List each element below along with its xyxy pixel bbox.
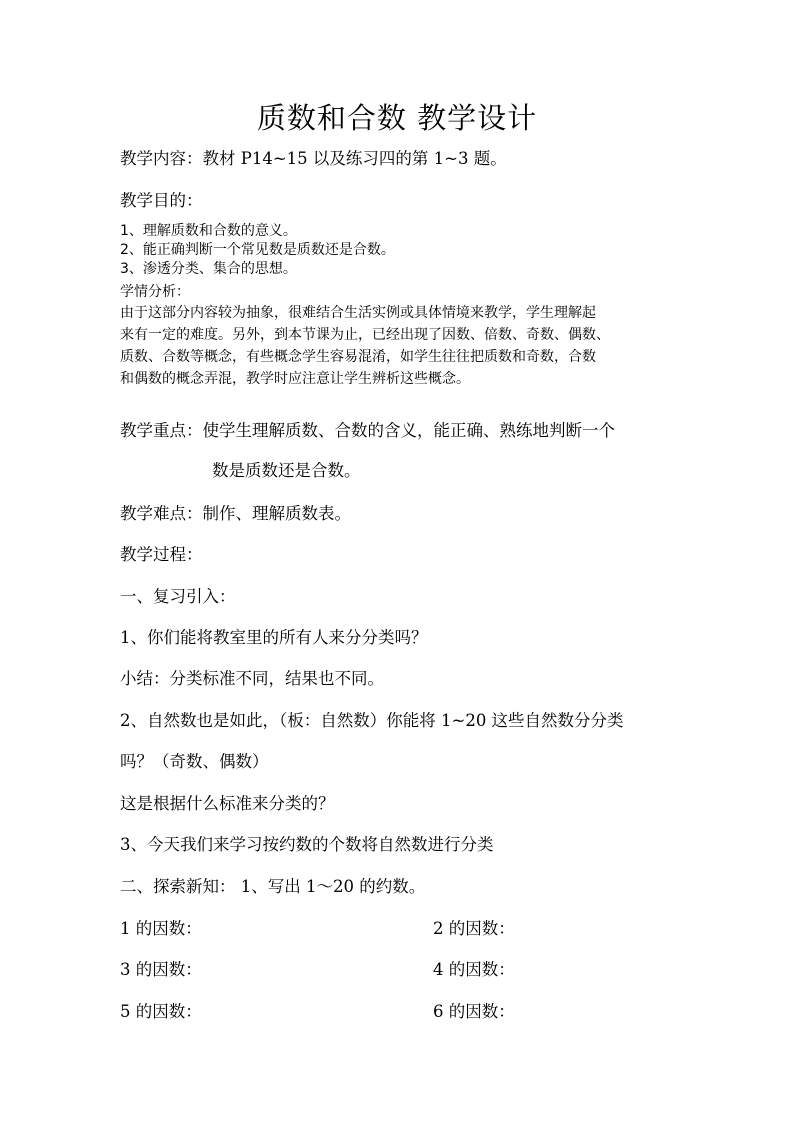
objective-item: 1、理解质数和合数的意义。 [120,223,297,239]
factor-label: 4 的因数： [433,960,515,979]
question-2-continuation: 吗？（奇数、偶数） [120,752,269,771]
question-3: 3、今天我们来学习按约数的个数将自然数进行分类 [120,835,494,854]
analysis-paragraph-line: 和偶数的概念弄混，教学时应注意让学生辨析这些概念。 [120,371,470,387]
question-1: 1、你们能将教室里的所有人来分分类吗？ [120,628,428,647]
process-heading: 教学过程： [120,545,203,564]
page-title: 质数和合数 教学设计 [256,101,538,135]
objectives-heading: 教学目的： [120,191,203,210]
analysis-paragraph-line: 来有一定的难度。另外，到本节课为止，已经出现了因数、倍数、奇数、偶数、 [120,327,610,343]
question-2-follow-up: 这是根据什么标准来分类的？ [120,794,335,813]
difficulty-line: 教学难点：制作、理解质数表。 [120,504,351,523]
analysis-paragraph-line: 质数、合数等概念，有些概念学生容易混淆，如学生往往把质数和奇数，合数 [120,349,596,365]
key-point-line: 教学重点：使学生理解质数、合数的含义，能正确、熟练地判断一个 [120,421,615,440]
question-2-line: 2、自然数也是如此，（板：自然数）你能将 1~20 这些自然数分分类 [120,711,624,730]
key-point-continuation: 数是质数还是合数。 [212,461,361,480]
explore-heading: 二、探索新知： 1、写出 1～20 的约数。 [120,877,426,896]
factor-label: 3 的因数： [120,960,202,979]
objective-item: 3、渗透分类、集合的思想。 [120,261,297,277]
summary-line: 小结：分类标准不同，结果也不同。 [120,669,384,688]
analysis-heading: 学情分析： [120,284,190,300]
factor-label: 5 的因数： [120,1002,202,1021]
factor-label: 6 的因数： [433,1002,515,1021]
objective-item: 2、能正确判断一个常见数是质数还是合数。 [120,242,395,258]
teaching-content: 教学内容：教材 P14~15 以及练习四的第 1~3 题。 [120,149,507,168]
factor-label: 1 的因数： [120,919,202,938]
factor-label: 2 的因数： [433,919,515,938]
analysis-paragraph-line: 由于这部分内容较为抽象，很难结合生活实例或具体情境来教学，学生理解起 [120,305,596,321]
review-heading: 一、复习引入： [120,587,236,606]
